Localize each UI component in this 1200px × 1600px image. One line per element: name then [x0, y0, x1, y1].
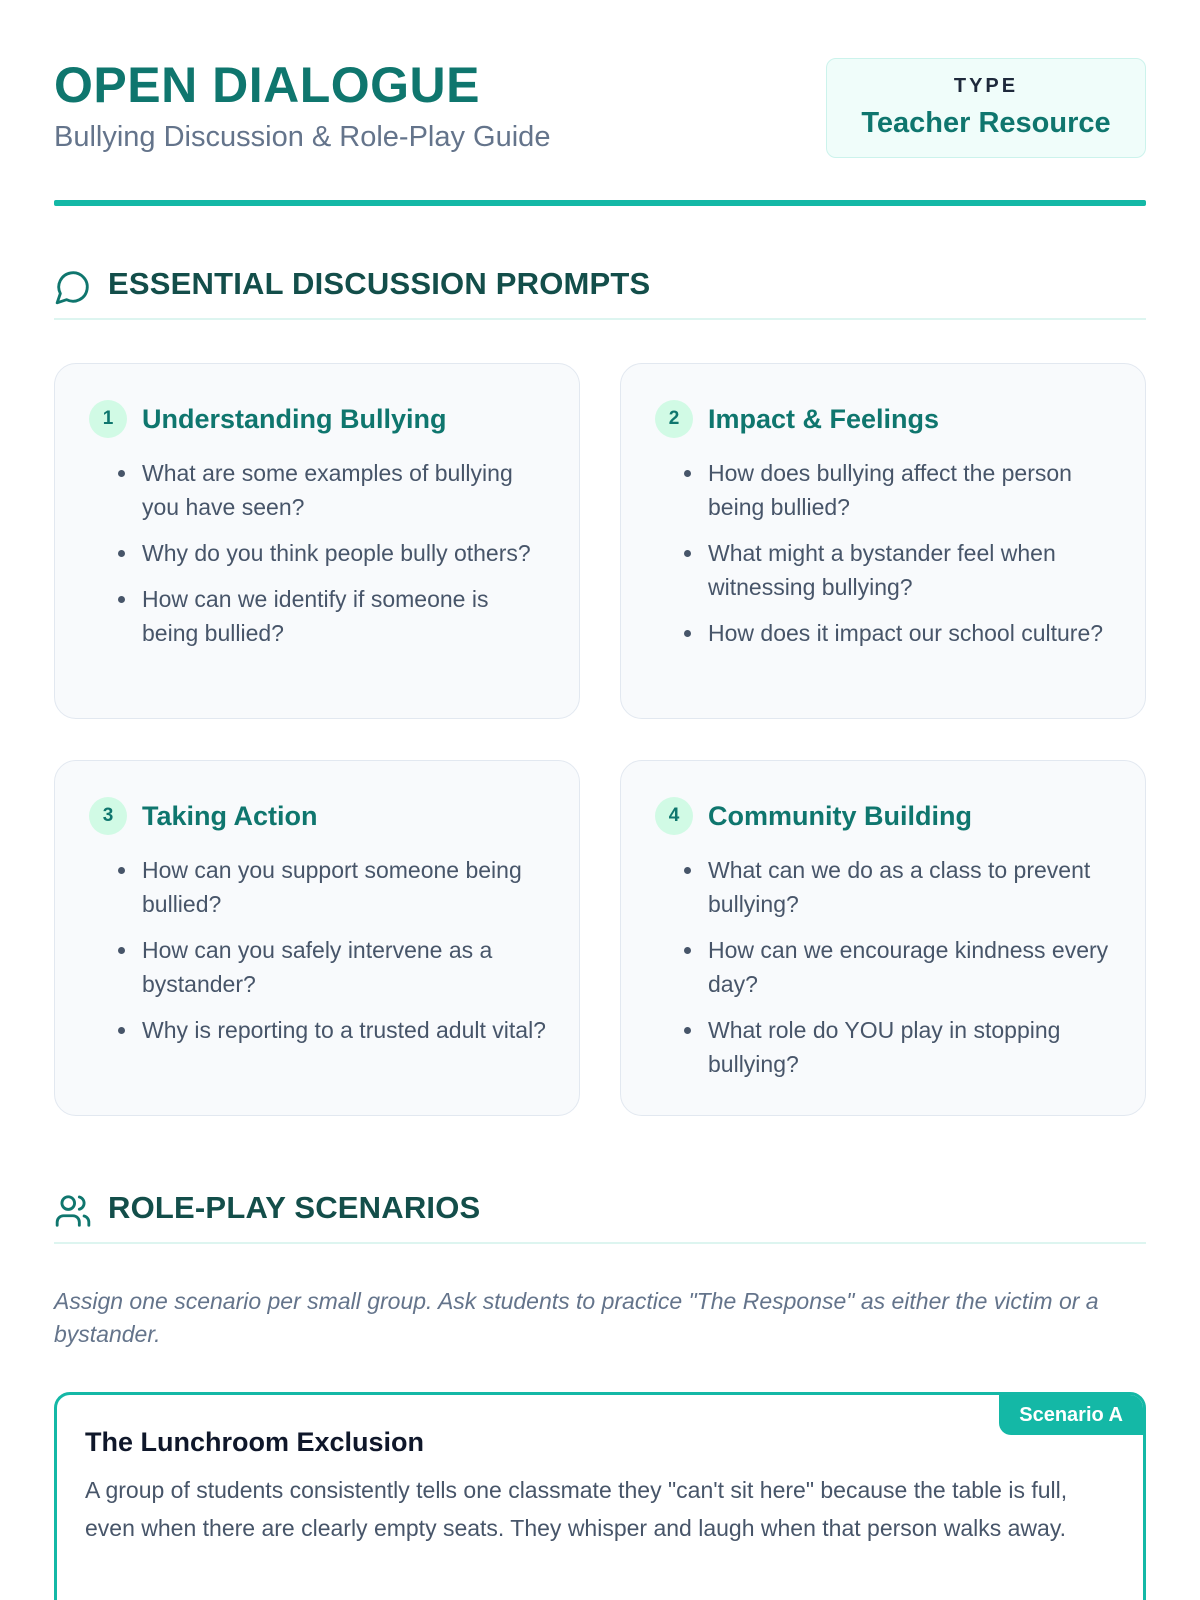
- document-title: OPEN DIALOGUE: [54, 57, 480, 113]
- scenario-badge: Scenario A: [999, 1395, 1143, 1435]
- type-badge: [826, 58, 1146, 158]
- header-divider: [54, 200, 1146, 206]
- scenario-card-a: [54, 1392, 1146, 1600]
- card-number-badge: 4: [655, 797, 693, 835]
- prompt-item: How can you support someone being bullied?: [142, 853, 551, 921]
- prompt-item: Why do you think people bully others?: [142, 536, 551, 570]
- users-icon: [54, 1192, 92, 1230]
- document-subtitle: Bullying Discussion & Role-Play Guide: [54, 121, 551, 153]
- roleplay-instructions: Assign one scenario per small group. Ask students to practice "The Response" as either the victim or a bystander.: [54, 1288, 1099, 1347]
- card-number-badge: 2: [655, 400, 693, 438]
- roleplay-section-header: [54, 1186, 1146, 1244]
- scenario-title: The Lunchroom Exclusion: [85, 1427, 425, 1457]
- type-label: TYPE: [953, 75, 1019, 97]
- chat-bubble-icon: [54, 268, 92, 306]
- prompt-list: [142, 456, 551, 662]
- prompt-item: How can we encourage kindness every day?: [708, 933, 1117, 1001]
- card-title: Taking Action: [142, 801, 318, 831]
- type-value: Teacher Resource: [861, 107, 1111, 139]
- prompt-list: [708, 853, 1117, 1093]
- prompt-item: What might a bystander feel when witnessing bullying?: [708, 536, 1117, 604]
- prompt-item: How can you safely intervene as a bystander?: [142, 933, 551, 1001]
- prompt-card-impact-feelings: [620, 363, 1146, 719]
- discussion-section-header: [54, 262, 1146, 320]
- card-title: Understanding Bullying: [142, 404, 447, 434]
- card-title: Community Building: [708, 801, 972, 831]
- prompt-card-community-building: [620, 760, 1146, 1116]
- prompt-item: What can we do as a class to prevent bullying?: [708, 853, 1117, 921]
- prompt-card-taking-action: [54, 760, 580, 1116]
- prompt-item: What role do YOU play in stopping bullying?: [708, 1013, 1117, 1081]
- discussion-section-title: ESSENTIAL DISCUSSION PROMPTS: [108, 266, 651, 301]
- prompt-item: How does it impact our school culture?: [708, 616, 1117, 650]
- prompt-list: [708, 456, 1117, 662]
- scenario-description: A group of students consistently tells one classmate they "can't sit here" because the table is full, even when there are clearly empty seats. They whisper and laugh when that person walks away.: [85, 1477, 1068, 1541]
- card-number-badge: 1: [89, 400, 127, 438]
- prompt-item: How does bullying affect the person being bullied?: [708, 456, 1117, 524]
- roleplay-section-title: ROLE-PLAY SCENARIOS: [108, 1190, 481, 1225]
- prompt-card-understanding-bullying: [54, 363, 580, 719]
- prompt-item: What are some examples of bullying you have seen?: [142, 456, 551, 524]
- card-title: Impact & Feelings: [708, 404, 940, 434]
- document-header: [54, 0, 1146, 206]
- card-number-badge: 3: [89, 797, 127, 835]
- prompt-list: [142, 853, 551, 1059]
- prompt-item: Why is reporting to a trusted adult vital?: [142, 1013, 551, 1047]
- prompt-item: How can we identify if someone is being bullied?: [142, 582, 551, 650]
